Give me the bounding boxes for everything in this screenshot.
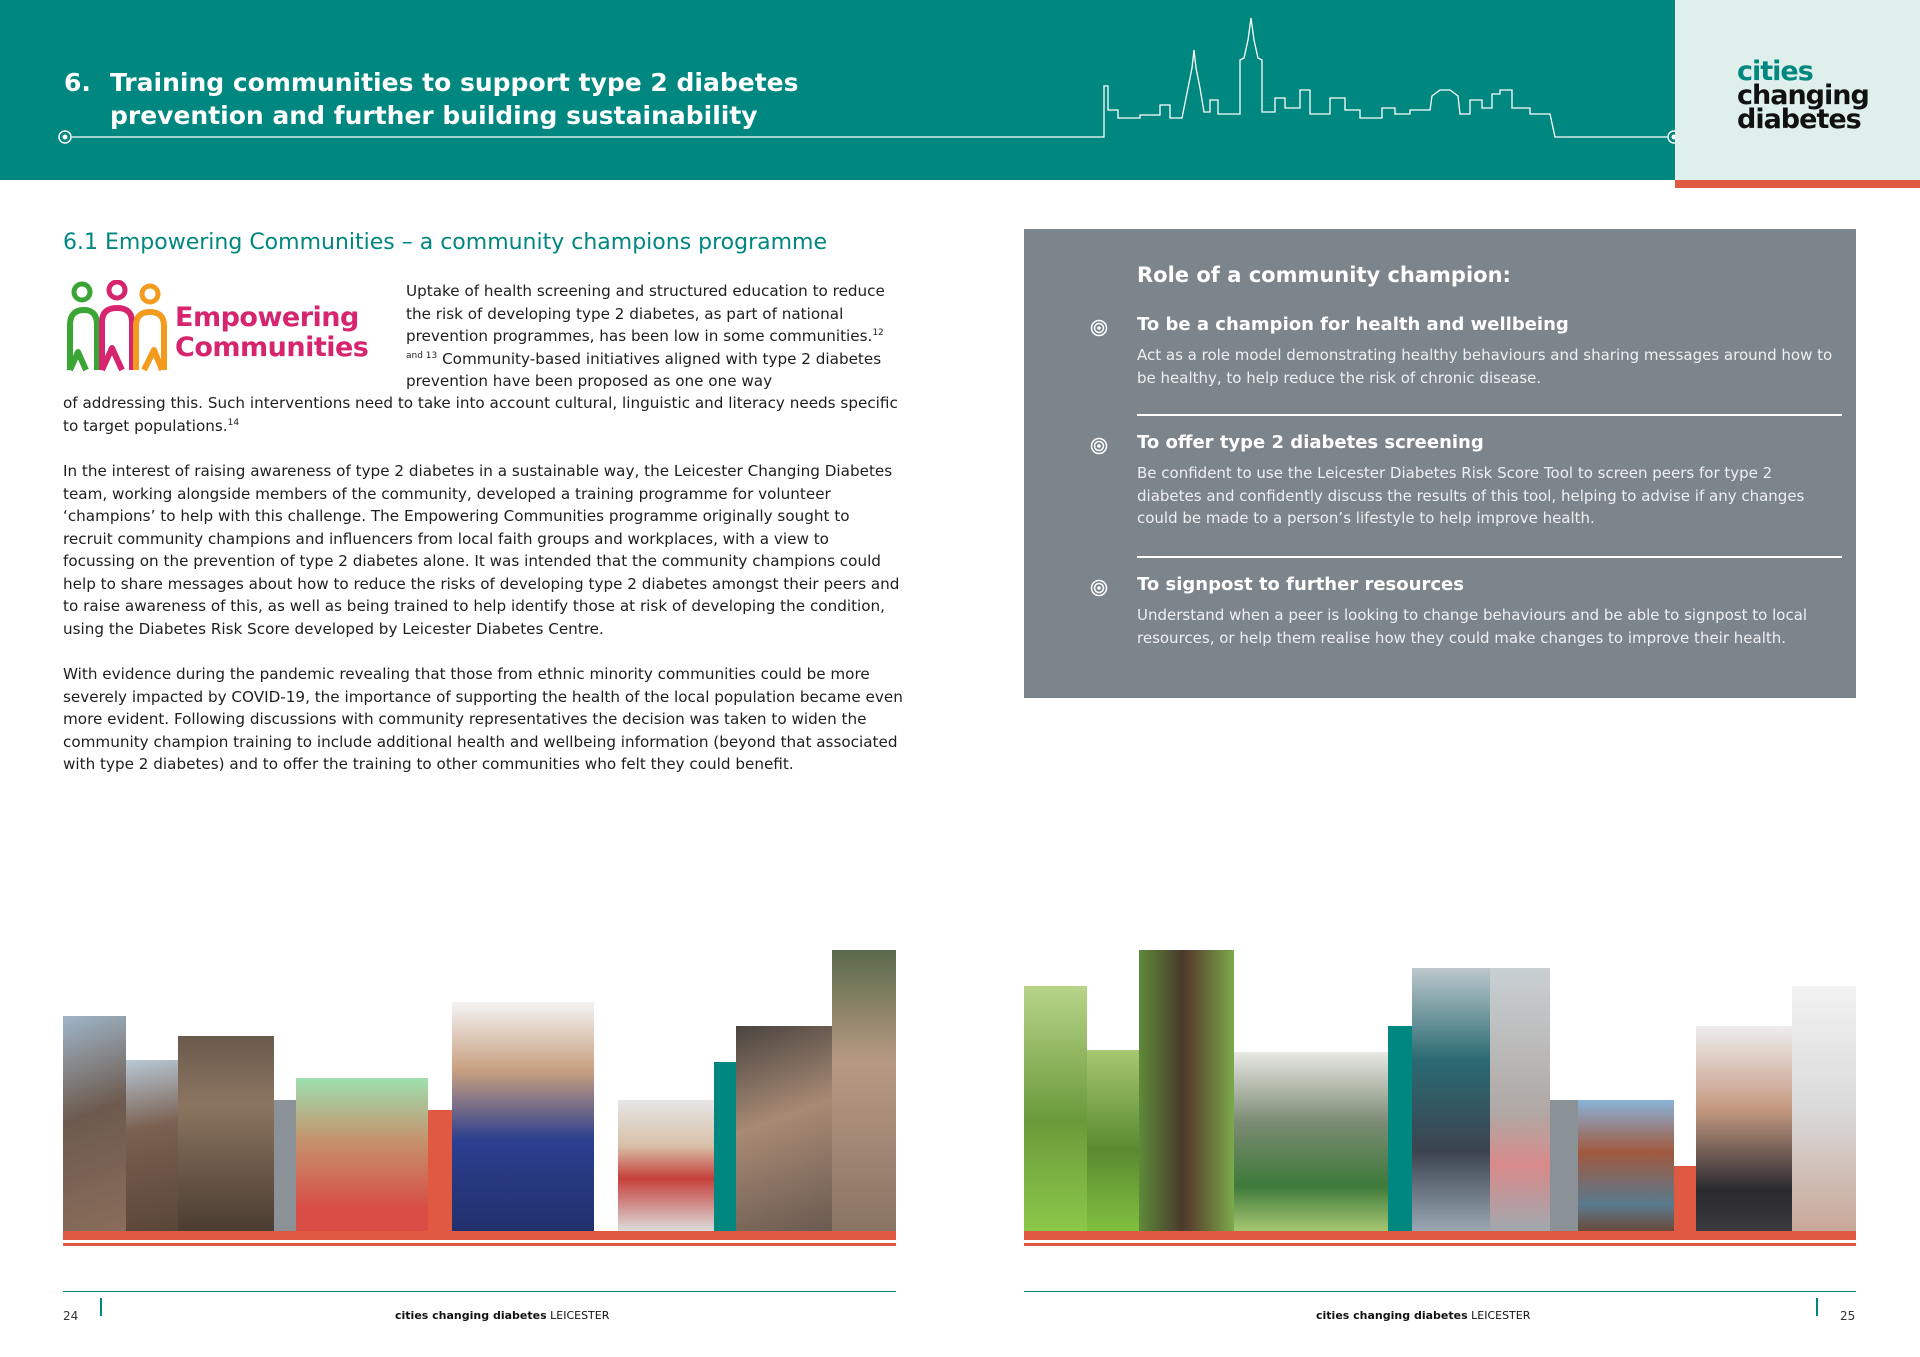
footer-brand-left: cities changing diabetes LEICESTER: [395, 1309, 610, 1322]
photo-basketball-player: [452, 1002, 594, 1231]
subsection-heading: 6.1 Empowering Communities – a community champions programme: [63, 230, 828, 255]
teal-block: [1388, 1026, 1412, 1231]
target-bullet-icon: [1090, 579, 1108, 597]
coral-block: [428, 1110, 452, 1231]
photo-man-with-ball: [618, 1100, 714, 1231]
logo-word-communities: Communities: [175, 332, 369, 363]
divider: [1137, 414, 1842, 416]
people-figures-icon: [62, 280, 172, 380]
role-item-body: Act as a role model demonstrating healthy behaviours and sharing messages around how to be healthy, to help reduce the risk of chronic disease.: [1137, 346, 1833, 387]
grey-block: [1550, 1100, 1578, 1231]
target-bullet-icon: [1090, 319, 1108, 337]
white-gap: [594, 1150, 618, 1231]
photo-smiling-woman: [832, 950, 896, 1231]
role-item-heading: To be a champion for health and wellbeing: [1137, 314, 1569, 335]
page-number-right: 25: [1840, 1309, 1856, 1323]
photo-woman-with-ball: [296, 1078, 428, 1231]
photo-street-mural: [63, 1016, 126, 1231]
paragraph-3: With evidence during the pandemic revealing that those from ethnic minority communities could be more severely impacted by COVID-19, the importance of supporting the health of the local population became even more evident. Following discussions with community representatives the decision was taken to widen the community champion training to include additional health and wellbeing information (beyond that associated with type 2 diabetes) and to offer the training to other communities who felt they could benefit.: [63, 665, 903, 773]
coral-block: [1674, 1166, 1696, 1231]
cities-changing-diabetes-logo: cities changing diabetes: [1737, 56, 1869, 135]
coral-base-line: [63, 1243, 896, 1246]
photo-older-woman: [1792, 986, 1856, 1231]
photo-park-tree: [1139, 950, 1234, 1231]
teal-block: [714, 1062, 736, 1231]
reference-12-13: 12 and 13: [406, 327, 884, 361]
footer-tick-left: [100, 1298, 102, 1316]
photo-older-woman: [1696, 1026, 1792, 1231]
section-title: Training communities to support type 2 diabetes prevention and further building sustainability: [110, 68, 799, 130]
coral-base-line: [1024, 1243, 1856, 1246]
role-item-body: Understand when a peer is looking to change behaviours and be able to signpost to local resources, or help them realise how they could make changes to improve their health.: [1137, 606, 1808, 647]
photo-city-canal: [1578, 1100, 1674, 1231]
paragraph-1-continued: of addressing this. Such interventions need to take into account cultural, linguistic and literacy needs specific to target populations.$^{14}$: [63, 394, 898, 435]
role-item-heading: To offer type 2 diabetes screening: [1137, 432, 1484, 453]
footer-rule-right: [1024, 1291, 1856, 1292]
footer-tick-right: [1816, 1298, 1818, 1316]
footer-brand-right: cities changing diabetes LEICESTER: [1316, 1309, 1531, 1322]
grey-block: [274, 1100, 296, 1231]
target-bullet-icon: [1090, 437, 1108, 455]
page-number-left: 24: [63, 1309, 79, 1323]
reference-14: 14: [227, 417, 240, 428]
photo-blurred-street: [1490, 968, 1550, 1231]
photo-market-stall: [1234, 1052, 1388, 1231]
role-item-body: Be confident to use the Leicester Diabetes Risk Score Tool to screen peers for type 2 diabetes and confidently discuss the results of this tool, helping to advise if any changes could be made to a person’s lifestyle to help improve health.: [1137, 464, 1805, 527]
logo-stripe: [1675, 180, 1920, 188]
photo-street-mural: [126, 1060, 178, 1231]
role-panel-title: Role of a community champion:: [1137, 263, 1511, 287]
photo-park-grass: [1087, 1050, 1139, 1231]
photo-graffiti-man: [178, 1036, 274, 1231]
community-champion-role-panel: [1024, 229, 1856, 698]
footer-rule-left: [63, 1291, 896, 1292]
paragraph-1-wrap: Uptake of health screening and structured education to reduce the risk of developing type 2 diabetes, as part of national prevention programmes, has been low in some communities.$^{12 and 13}$ Community-based initiatives aligned with type 2 diabetes prevention have been proposed as one one way: [406, 282, 885, 390]
photo-woman-headscarf: [1412, 968, 1490, 1231]
empowering-communities-logo: [62, 280, 369, 380]
role-item-heading: To signpost to further resources: [1137, 574, 1464, 595]
logo-word-empowering: Empowering: [175, 302, 359, 333]
divider: [1137, 556, 1842, 558]
paragraph-2: In the interest of raising awareness of type 2 diabetes in a sustainable way, the Leicester Changing Diabetes team, working alongside members of the community, developed a training programme for volunteer ‘champions’ to help with this challenge. The Empowering Communities programme originally sought to recruit community champions and influencers from local faith groups and workplaces, with a view to focussing on the prevention of type 2 diabetes alone. It was intended that the community champions could help to share messages about how to reduce the risks of developing type 2 diabetes amongst their peers and to raise awareness of this, as well as being trained to help identify those at risk of developing the condition, using the Diabetes Risk Score developed by Leicester Diabetes Centre.: [63, 462, 900, 638]
coral-base-bar: [1024, 1231, 1856, 1240]
photo-elderly-man: [736, 1026, 832, 1231]
coral-base-bar: [63, 1231, 896, 1240]
section-number: 6.: [64, 68, 91, 97]
photo-park-grass: [1024, 986, 1087, 1231]
